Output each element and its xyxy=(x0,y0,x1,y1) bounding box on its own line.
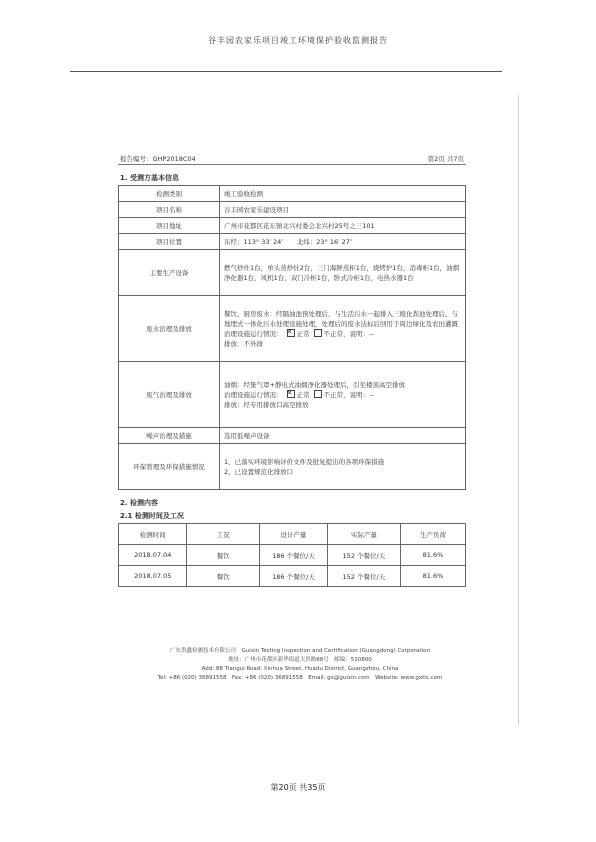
table-cell: 186 个餐位/天 xyxy=(260,566,328,587)
report-number: 报告编号：GHP2018C04 xyxy=(120,155,196,163)
table-cell: 2018.07.05 xyxy=(119,566,187,587)
row-label: 废水治理及排放 xyxy=(119,296,220,362)
row-value: 谷丰园农家乐建设项目 xyxy=(220,202,466,218)
option-normal: 正常 xyxy=(296,390,310,399)
col-header: 实际产量 xyxy=(327,524,400,545)
section-2-heading: 2. 检测内容 xyxy=(120,499,158,507)
row-label: 项目位置 xyxy=(119,234,220,250)
scanned-page xyxy=(118,150,466,587)
checkbox-empty-icon xyxy=(314,390,322,398)
section-2-1-heading: 2.1 检测时间及工况 xyxy=(120,512,184,520)
row-label: 项目地址 xyxy=(119,218,220,234)
header-divider xyxy=(70,71,502,72)
report-meta-row xyxy=(118,150,466,165)
table-row xyxy=(119,444,466,490)
col-header: 检测时间 xyxy=(119,524,187,545)
scan-edge-line xyxy=(518,95,519,725)
section-1-heading: 1. 受测方基本信息 xyxy=(120,174,179,182)
footer-line: 地址：广州市花都区新华街道天贵路88号 邮编：510800 xyxy=(228,657,372,663)
facility-status xyxy=(224,390,461,400)
row-label: 项目名称 xyxy=(119,202,220,218)
col-header: 工况 xyxy=(187,524,260,545)
table-row xyxy=(119,545,466,566)
table-cell: 餐饮 xyxy=(187,545,260,566)
table-header-row xyxy=(119,524,466,545)
wastewater-desc: 餐饮、厨房废水：经隔油池预处理后，与生活污水一起排入三级化粪池处理后，与地埋式一体化污水处理设施处理，处理后的废水达标后回用于周边绿化及农田灌溉 xyxy=(224,309,458,328)
col-header: 生产负荷 xyxy=(400,524,465,545)
row-label: 废气治理及排放 xyxy=(119,362,220,428)
row-label: 噪声治理及措施 xyxy=(119,428,220,444)
table-cell: 餐饮 xyxy=(187,566,260,587)
row-value xyxy=(220,296,466,362)
option-abnormal: 不正常，说明：-- xyxy=(323,390,374,399)
facility-status-label: 治理设施运行情况： xyxy=(224,390,283,399)
table-row xyxy=(119,202,466,218)
table-cell: 81.6% xyxy=(400,566,465,587)
option-abnormal: 不正常，说明：-- xyxy=(323,329,374,338)
basic-info-table xyxy=(118,185,466,490)
table-row xyxy=(119,566,466,587)
env-measure-2: 2、已设置规范化排放口 xyxy=(224,467,294,476)
table-row xyxy=(119,234,466,250)
row-label: 检测类别 xyxy=(119,186,220,202)
table-row xyxy=(119,362,466,428)
facility-status-label: 治理设施运行情况： xyxy=(224,329,283,338)
table-cell: 2018.07.04 xyxy=(119,545,187,566)
table-row xyxy=(119,186,466,202)
report-header-title: 谷丰园农家乐项目竣工环境保护验收监测报告 xyxy=(208,36,388,45)
table-cell: 81.6% xyxy=(400,545,465,566)
env-measure-1: 1、已落实环境影响评价文件及批复提出的各项环保措施 xyxy=(224,457,385,466)
exhaust-desc: 油烟：经集气罩+静电式油烟净化器处理后，引至楼顶高空排放 xyxy=(224,380,405,389)
facility-status xyxy=(224,329,461,339)
checkbox-checked-icon xyxy=(287,329,295,337)
row-value: 选用低噪声设备 xyxy=(220,428,466,444)
discharge-desc: 排放：不外排 xyxy=(224,339,263,348)
checkbox-empty-icon xyxy=(314,329,322,337)
option-normal: 正常 xyxy=(296,329,310,338)
table-cell: 186 个餐位/天 xyxy=(260,545,328,566)
row-label: 主要生产设备 xyxy=(119,250,220,296)
table-row xyxy=(119,296,466,362)
table-row xyxy=(119,428,466,444)
row-value xyxy=(220,444,466,490)
inner-page-ref: 第2页 共7页 xyxy=(427,155,464,163)
footer-line: 广东贵鑫检测技术有限公司 Guixin Testing Inspection and Certification (Guangdong) Corporation xyxy=(170,648,430,654)
discharge-desc: 排放：经专用排放口高空排放 xyxy=(224,400,309,409)
row-value: 燃气炒灶1台，单头蒸炒灶2台，三门海鲜蒸柜1台，烧烤炉1台，消毒柜1台，油烟净化器1台，风机1台，双门冷柜1台，卧式冷柜1台，电热水器1台 xyxy=(220,250,466,296)
row-value: 广州市花都区花东镇北兴村委会北兴村25号之三101 xyxy=(220,218,466,234)
footer-line: Add: 88 Tiangui Road, Xinhua Street, Huadu District, Guangzhou, China xyxy=(201,666,399,672)
company-footer xyxy=(140,647,460,683)
table-cell: 152 个餐位/天 xyxy=(327,566,400,587)
row-label: 环保管理及环保措施情况 xyxy=(119,444,220,490)
checkbox-checked-icon xyxy=(287,390,295,398)
row-value xyxy=(220,362,466,428)
row-value: 东经：113° 33′ 24″ 北纬：23° 16′ 27″ xyxy=(220,234,466,250)
footer-line: Tel: +86 (020) 36891558 Fax: +86 (020) 36891558 Email: gx@guixin.com Website: www.gxtic.com xyxy=(157,675,443,681)
page-number: 第20页 共35页 xyxy=(270,783,326,792)
table-row xyxy=(119,250,466,296)
row-value: 竣工验收检测 xyxy=(220,186,466,202)
production-table xyxy=(118,523,466,587)
col-header: 设计产量 xyxy=(260,524,328,545)
table-cell: 152 个餐位/天 xyxy=(327,545,400,566)
table-row xyxy=(119,218,466,234)
